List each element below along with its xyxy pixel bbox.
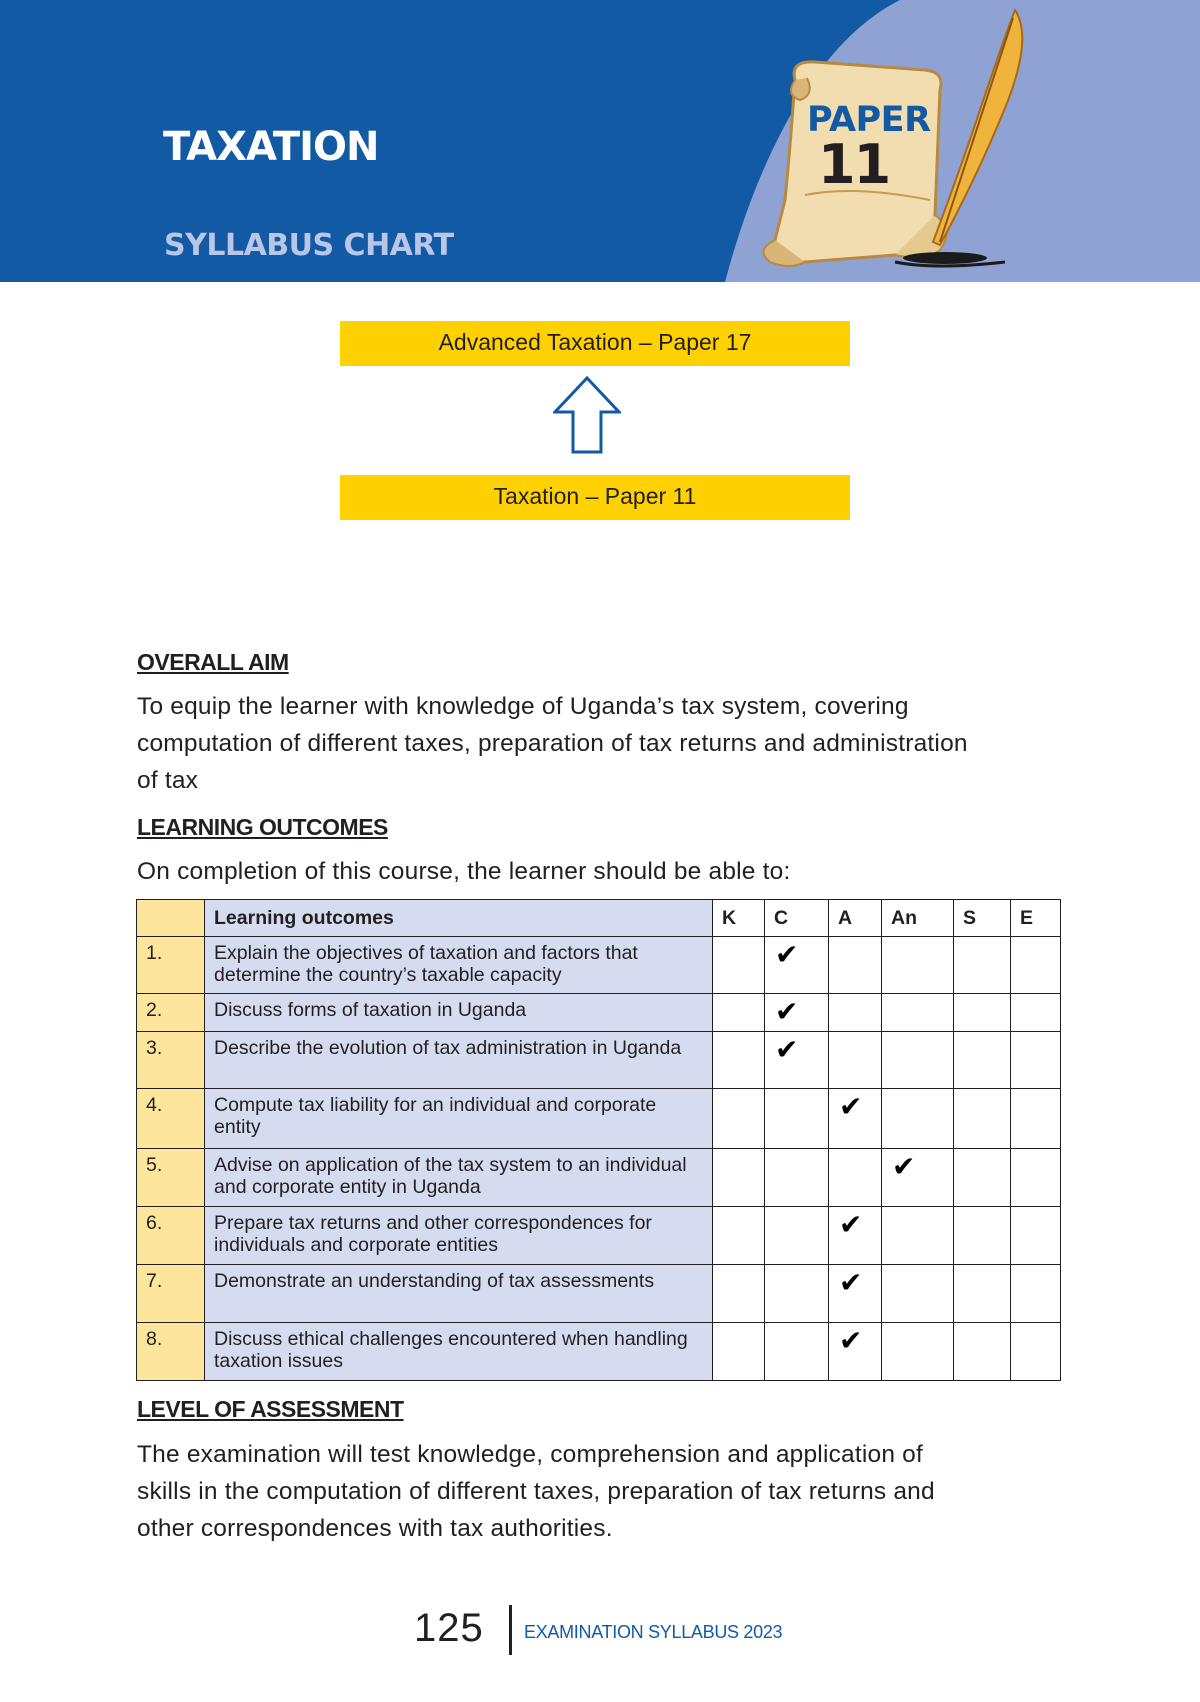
outcome-number: 7. bbox=[137, 1265, 205, 1323]
learning-outcomes-heading: LEARNING OUTCOMES bbox=[137, 814, 388, 840]
level-cell-an bbox=[882, 994, 954, 1032]
outcome-number: 1. bbox=[137, 937, 205, 994]
footer-divider bbox=[509, 1605, 512, 1655]
column-header: S bbox=[954, 900, 1011, 937]
paper-number: 11 bbox=[818, 133, 890, 196]
level-cell-s bbox=[954, 994, 1011, 1032]
check-icon: ✔ bbox=[839, 1090, 863, 1123]
level-cell-a bbox=[829, 1207, 882, 1265]
outcome-text: Advise on application of the tax system to an individual and corporate entity in Uganda bbox=[205, 1149, 713, 1207]
table-row bbox=[137, 1032, 1061, 1089]
learning-outcomes-intro: On completion of this course, the learner should be able to: bbox=[137, 858, 791, 885]
column-header: A bbox=[829, 900, 882, 937]
column-header: K bbox=[713, 900, 765, 937]
outcome-text: Describe the evolution of tax administration in Uganda bbox=[205, 1032, 713, 1089]
overall-aim-line: computation of different taxes, preparation of tax returns and administration bbox=[137, 730, 968, 757]
level-cell-e bbox=[1011, 1089, 1061, 1149]
outcome-text: Demonstrate an understanding of tax assessments bbox=[205, 1265, 713, 1323]
check-icon: ✔ bbox=[775, 938, 799, 971]
check-icon: ✔ bbox=[839, 1208, 863, 1241]
level-cell-k bbox=[713, 1323, 765, 1381]
paper-label: PAPER bbox=[807, 100, 931, 140]
table-row bbox=[137, 994, 1061, 1032]
up-arrow-icon bbox=[553, 376, 621, 454]
overall-aim-line: of tax bbox=[137, 767, 199, 794]
assessment-heading: LEVEL OF ASSESSMENT bbox=[137, 1396, 404, 1422]
level-cell-s bbox=[954, 1323, 1011, 1381]
assessment-line: The examination will test knowledge, comprehension and application of bbox=[137, 1441, 924, 1468]
column-header: Learning outcomes bbox=[205, 900, 713, 937]
level-cell-an bbox=[882, 1207, 954, 1265]
level-cell-k bbox=[713, 1149, 765, 1207]
level-cell-s bbox=[954, 1032, 1011, 1089]
learning-outcomes-table bbox=[136, 899, 1061, 1381]
level-cell-a bbox=[829, 1032, 882, 1089]
level-cell-k bbox=[713, 1032, 765, 1089]
level-cell-a bbox=[829, 1323, 882, 1381]
assessment-text bbox=[137, 1436, 935, 1547]
level-cell-e bbox=[1011, 994, 1061, 1032]
level-cell-an bbox=[882, 1265, 954, 1323]
footer-label: EXAMINATION SYLLABUS 2023 bbox=[524, 1622, 783, 1642]
check-icon: ✔ bbox=[775, 1033, 799, 1066]
level-cell-a bbox=[829, 1149, 882, 1207]
outcome-number: 3. bbox=[137, 1032, 205, 1089]
current-paper-box: Taxation – Paper 11 bbox=[340, 475, 850, 520]
level-cell-e bbox=[1011, 1265, 1061, 1323]
level-cell-an bbox=[882, 1149, 954, 1207]
level-cell-e bbox=[1011, 1149, 1061, 1207]
level-cell-a bbox=[829, 1089, 882, 1149]
level-cell-s bbox=[954, 1089, 1011, 1149]
table-row bbox=[137, 1207, 1061, 1265]
level-cell-s bbox=[954, 937, 1011, 994]
level-cell-k bbox=[713, 1207, 765, 1265]
outcome-number: 2. bbox=[137, 994, 205, 1032]
level-cell-a bbox=[829, 937, 882, 994]
level-cell-c bbox=[765, 1323, 829, 1381]
level-cell-s bbox=[954, 1149, 1011, 1207]
table-row bbox=[137, 937, 1061, 994]
check-icon: ✔ bbox=[892, 1150, 916, 1183]
level-cell-k bbox=[713, 937, 765, 994]
outcome-number: 4. bbox=[137, 1089, 205, 1149]
level-cell-s bbox=[954, 1207, 1011, 1265]
column-header bbox=[137, 900, 205, 937]
outcome-text: Discuss ethical challenges encountered when handling taxation issues bbox=[205, 1323, 713, 1381]
level-cell-an bbox=[882, 937, 954, 994]
table-header-row bbox=[137, 900, 1061, 937]
outcome-text: Compute tax liability for an individual and corporate entity bbox=[205, 1089, 713, 1149]
page-title: TAXATION bbox=[163, 124, 379, 170]
level-cell-c bbox=[765, 994, 829, 1032]
column-header: E bbox=[1011, 900, 1061, 937]
level-cell-e bbox=[1011, 937, 1061, 994]
level-cell-c bbox=[765, 1265, 829, 1323]
level-cell-an bbox=[882, 1323, 954, 1381]
table-row bbox=[137, 1323, 1061, 1381]
level-cell-c bbox=[765, 937, 829, 994]
level-cell-e bbox=[1011, 1032, 1061, 1089]
check-icon: ✔ bbox=[775, 995, 799, 1028]
outcome-number: 8. bbox=[137, 1323, 205, 1381]
header-banner bbox=[0, 0, 1200, 282]
page-subtitle: SYLLABUS CHART bbox=[164, 228, 454, 263]
outcome-number: 6. bbox=[137, 1207, 205, 1265]
table-row bbox=[137, 1265, 1061, 1323]
level-cell-k bbox=[713, 1265, 765, 1323]
column-header: An bbox=[882, 900, 954, 937]
advanced-paper-box: Advanced Taxation – Paper 17 bbox=[340, 321, 850, 366]
scroll-quill-icon bbox=[745, 0, 1035, 282]
level-cell-c bbox=[765, 1089, 829, 1149]
outcome-text: Prepare tax returns and other correspondences for individuals and corporate entities bbox=[205, 1207, 713, 1265]
level-cell-s bbox=[954, 1265, 1011, 1323]
page-number: 125 bbox=[414, 1606, 484, 1650]
level-cell-e bbox=[1011, 1207, 1061, 1265]
level-cell-an bbox=[882, 1032, 954, 1089]
level-cell-k bbox=[713, 994, 765, 1032]
level-cell-k bbox=[713, 1089, 765, 1149]
level-cell-c bbox=[765, 1207, 829, 1265]
overall-aim-text bbox=[137, 688, 968, 799]
outcome-text: Explain the objectives of taxation and factors that determine the country’s taxable capacity bbox=[205, 937, 713, 994]
level-cell-a bbox=[829, 1265, 882, 1323]
check-icon: ✔ bbox=[839, 1266, 863, 1299]
level-cell-e bbox=[1011, 1323, 1061, 1381]
overall-aim-line: To equip the learner with knowledge of Uganda’s tax system, covering bbox=[137, 693, 909, 720]
table-row bbox=[137, 1089, 1061, 1149]
assessment-line: other correspondences with tax authorities. bbox=[137, 1515, 613, 1542]
level-cell-an bbox=[882, 1089, 954, 1149]
check-icon: ✔ bbox=[839, 1324, 863, 1357]
table-row bbox=[137, 1149, 1061, 1207]
level-cell-c bbox=[765, 1149, 829, 1207]
outcome-number: 5. bbox=[137, 1149, 205, 1207]
overall-aim-heading: OVERALL AIM bbox=[137, 649, 289, 675]
column-header: C bbox=[765, 900, 829, 937]
assessment-line: skills in the computation of different taxes, preparation of tax returns and bbox=[137, 1478, 935, 1505]
level-cell-a bbox=[829, 994, 882, 1032]
level-cell-c bbox=[765, 1032, 829, 1089]
outcome-text: Discuss forms of taxation in Uganda bbox=[205, 994, 713, 1032]
